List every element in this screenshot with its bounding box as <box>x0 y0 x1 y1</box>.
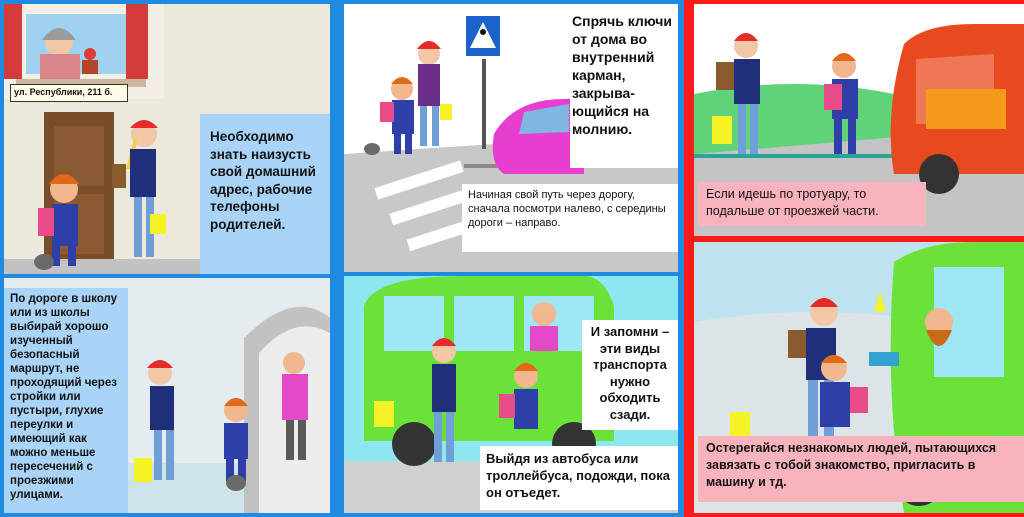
panel-safe-route <box>4 278 330 513</box>
panel-strangers <box>694 242 1024 513</box>
caption-keys: Спрячь ключи от дома во внутренний карман, закрыва-ющийся на молнию. <box>570 8 678 168</box>
caption-sidewalk: Если идешь по тротуару, то подальше от проезжей части. <box>698 182 926 226</box>
panel-sidewalk <box>694 4 1024 236</box>
address-sign: ул. Республики, 211 б. <box>10 84 128 102</box>
caption-bus-exit: Выйдя из автобуса или троллейбуса, подожди, пока он отъедет. <box>480 446 678 510</box>
caption-crossing: Начиная свой путь через дорогу, сначала посмотри налево, с середины дороги – направо. <box>462 184 678 252</box>
panel-bus-exit <box>344 276 678 513</box>
caption-transport: И запомни – эти виды транспорта нужно обходить сзади. <box>582 320 678 430</box>
caption-address: Необходимо знать наизусть свой домашний адрес, рабочие телефоны родителей. <box>200 114 330 274</box>
panel-home-address <box>4 4 330 274</box>
panel-keys-crossing <box>344 4 678 272</box>
caption-strangers: Остерегайся незнакомых людей, пытающихся завязать с тобой знакомство, пригласить в машину и тд. <box>698 436 1024 502</box>
caption-route: По дороге в школу или из школы выбирай хорошо изученный безопасный маршрут, не проходящий через стройки или пустыри, глухие переулки и имеющий как можно меньше пересечений с проезжими улицами. <box>4 288 128 513</box>
